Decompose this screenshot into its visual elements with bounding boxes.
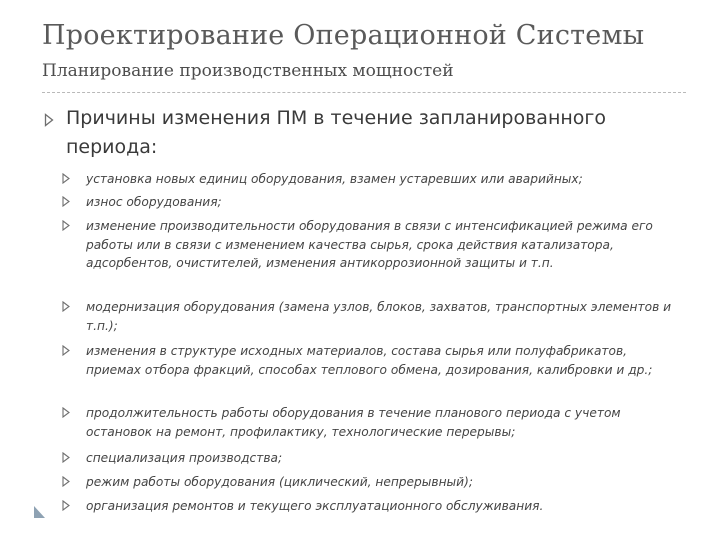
main-point: Причины изменения ПМ в течение запланированного периода:: [66, 107, 607, 158]
triangle-right-icon: [44, 113, 54, 127]
triangle-right-icon: [62, 476, 70, 487]
triangle-right-icon: [62, 196, 70, 207]
title-divider: [42, 92, 686, 93]
triangle-right-icon: [62, 301, 70, 312]
triangle-right-icon: [62, 452, 70, 463]
triangle-right-icon: [62, 220, 70, 231]
list-item-text: продолжительность работы оборудования в течение планового периода с учетом остановок на ремонт, профилактику, технологические перерывы;: [86, 406, 621, 439]
list-item-text: изменения в структуре исходных материалов, состава сырья или полуфабрикатов, приемах отбора фракций, способах теплового обмена, дозирования, калибровки и др.;: [86, 344, 653, 377]
slide-title: Проектирование Операционной Системы: [42, 20, 645, 51]
triangle-right-icon: [62, 345, 70, 356]
triangle-right-icon: [62, 173, 70, 184]
slide-subtitle: Планирование производственных мощностей: [42, 61, 454, 81]
list-item-text: износ оборудования;: [86, 195, 222, 209]
list-item-text: режим работы оборудования (циклический, непрерывный);: [86, 475, 473, 489]
list-item-text: специализация производства;: [86, 451, 283, 465]
triangle-right-icon: [62, 500, 70, 511]
corner-arrow-icon: [32, 505, 46, 519]
list-item-text: организация ремонтов и текущего эксплуатационного обслуживания.: [86, 499, 544, 513]
list-item-text: модернизация оборудования (замена узлов, блоков, захватов, транспортных элементов и т.п.);: [86, 300, 672, 333]
triangle-right-icon: [62, 407, 70, 418]
list-item-text: изменение производительности оборудования в связи с интенсификацией режима его работы или в связи с изменением качества сырья, срока действия катализатора, адсорбентов, очистителей, изменения антикоррозионной защиты и т.п.: [86, 219, 653, 270]
list-item-text: установка новых единиц оборудования, взамен устаревших или аварийных;: [86, 172, 583, 186]
